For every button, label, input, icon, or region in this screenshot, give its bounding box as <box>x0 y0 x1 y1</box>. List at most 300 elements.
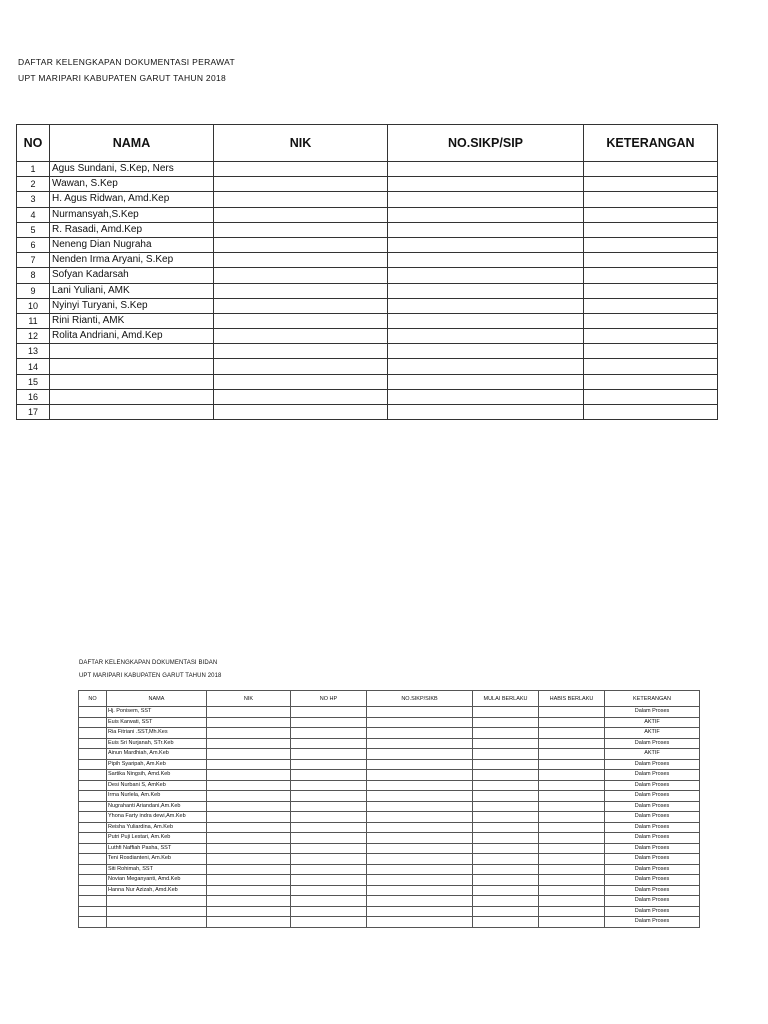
table-row <box>17 222 718 237</box>
row-nama: Hj. Ponisem, SST <box>107 707 207 718</box>
row-keterangan: Dalam Proses <box>605 801 700 812</box>
row-keterangan: Dalam Proses <box>605 770 700 781</box>
row-mulai <box>473 738 539 749</box>
row-sikp <box>367 833 473 844</box>
row-nama: Nurmansyah,S.Kep <box>50 207 214 222</box>
row-habis <box>539 801 605 812</box>
bidan-table <box>78 690 700 928</box>
row-habis <box>539 707 605 718</box>
header-keterangan: KETERANGAN <box>605 691 700 707</box>
table-row <box>79 854 700 865</box>
row-no <box>79 791 107 802</box>
row-mulai <box>473 843 539 854</box>
row-nik <box>214 192 388 207</box>
row-nohp <box>291 854 367 865</box>
row-sikp <box>367 906 473 917</box>
row-keterangan <box>584 192 718 207</box>
row-sikp <box>367 854 473 865</box>
row-keterangan: Dalam Proses <box>605 759 700 770</box>
row-nik <box>207 738 291 749</box>
row-mulai <box>473 728 539 739</box>
row-nohp <box>291 749 367 760</box>
row-habis <box>539 759 605 770</box>
header-keterangan: KETERANGAN <box>584 125 718 162</box>
row-habis <box>539 791 605 802</box>
row-nik <box>214 283 388 298</box>
row-no <box>79 759 107 770</box>
row-keterangan: Dalam Proses <box>605 791 700 802</box>
row-nohp <box>291 707 367 718</box>
row-keterangan <box>584 405 718 420</box>
row-no: 11 <box>17 313 50 328</box>
row-sikp <box>367 885 473 896</box>
row-nik <box>214 253 388 268</box>
table-row <box>79 791 700 802</box>
row-nama <box>107 896 207 907</box>
row-nama: R. Rasadi, Amd.Kep <box>50 222 214 237</box>
row-nama: Luthfi Naffiah Pasha, SST <box>107 843 207 854</box>
row-habis <box>539 854 605 865</box>
row-nik <box>207 843 291 854</box>
row-sikp <box>388 253 584 268</box>
row-nik <box>207 707 291 718</box>
row-habis <box>539 717 605 728</box>
row-sikp <box>367 759 473 770</box>
row-nohp <box>291 885 367 896</box>
row-nik <box>214 268 388 283</box>
row-habis <box>539 833 605 844</box>
row-no: 12 <box>17 329 50 344</box>
row-sikp <box>367 917 473 928</box>
row-mulai <box>473 812 539 823</box>
row-no <box>79 812 107 823</box>
row-keterangan: Dalam Proses <box>605 843 700 854</box>
row-nohp <box>291 833 367 844</box>
table-row <box>79 906 700 917</box>
row-no <box>79 885 107 896</box>
row-keterangan <box>584 313 718 328</box>
table-row <box>79 833 700 844</box>
row-nohp <box>291 812 367 823</box>
row-nik <box>214 313 388 328</box>
row-habis <box>539 885 605 896</box>
row-nama: Wawan, S.Kep <box>50 177 214 192</box>
row-nama: Nyinyi Turyani, S.Kep <box>50 298 214 313</box>
row-habis <box>539 896 605 907</box>
row-habis <box>539 749 605 760</box>
row-keterangan <box>584 283 718 298</box>
row-sikp <box>388 207 584 222</box>
row-sikp <box>388 405 584 420</box>
row-keterangan: AKTIF <box>605 728 700 739</box>
row-nama: Sartika Ningsih, Amd.Keb <box>107 770 207 781</box>
row-keterangan <box>584 268 718 283</box>
table-row <box>17 177 718 192</box>
row-nama: Reisha Yuliardina, Am.Keb <box>107 822 207 833</box>
row-no: 17 <box>17 405 50 420</box>
row-nama: Euis Karwati, SST <box>107 717 207 728</box>
row-keterangan: Dalam Proses <box>605 896 700 907</box>
doc2-title <box>79 657 222 683</box>
row-no <box>79 770 107 781</box>
row-keterangan <box>584 374 718 389</box>
table-row <box>17 329 718 344</box>
row-nohp <box>291 906 367 917</box>
row-nik <box>207 780 291 791</box>
row-keterangan <box>584 298 718 313</box>
row-keterangan <box>584 329 718 344</box>
row-no: 1 <box>17 162 50 177</box>
row-keterangan <box>584 177 718 192</box>
row-sikp <box>367 875 473 886</box>
row-no <box>79 717 107 728</box>
row-nohp <box>291 770 367 781</box>
row-nik <box>214 207 388 222</box>
row-mulai <box>473 875 539 886</box>
row-no: 7 <box>17 253 50 268</box>
table-row <box>79 759 700 770</box>
row-no <box>79 864 107 875</box>
row-keterangan: Dalam Proses <box>605 707 700 718</box>
row-sikp <box>367 864 473 875</box>
row-habis <box>539 812 605 823</box>
row-sikp <box>367 770 473 781</box>
doc1-title <box>18 54 235 86</box>
row-keterangan <box>584 389 718 404</box>
row-nik <box>207 917 291 928</box>
row-nama: Lani Yuliani, AMK <box>50 283 214 298</box>
row-nik <box>207 896 291 907</box>
row-no: 8 <box>17 268 50 283</box>
table-row <box>17 162 718 177</box>
row-sikp <box>388 222 584 237</box>
table-row <box>79 822 700 833</box>
row-nama <box>50 359 214 374</box>
doc1-title-line1: DAFTAR KELENGKAPAN DOKUMENTASI PERAWAT <box>18 57 236 67</box>
table-header-row <box>79 691 700 707</box>
row-sikp <box>367 896 473 907</box>
row-nama: Irma Nurlela, Am.Keb <box>107 791 207 802</box>
row-no: 5 <box>17 222 50 237</box>
row-keterangan: AKTIF <box>605 717 700 728</box>
row-habis <box>539 864 605 875</box>
row-mulai <box>473 759 539 770</box>
row-sikp <box>367 780 473 791</box>
row-no <box>79 738 107 749</box>
row-nik <box>214 389 388 404</box>
row-nama: Novian Meganyanti, Amd.Keb <box>107 875 207 886</box>
row-keterangan: Dalam Proses <box>605 875 700 886</box>
table-row <box>17 192 718 207</box>
row-mulai <box>473 917 539 928</box>
row-sikp <box>388 344 584 359</box>
table-row <box>17 344 718 359</box>
row-habis <box>539 843 605 854</box>
row-nik <box>207 906 291 917</box>
row-nik <box>207 854 291 865</box>
table-row <box>79 728 700 739</box>
row-mulai <box>473 885 539 896</box>
row-nohp <box>291 843 367 854</box>
header-no: NO <box>79 691 107 707</box>
row-keterangan: Dalam Proses <box>605 864 700 875</box>
row-nik <box>214 177 388 192</box>
row-nik <box>214 374 388 389</box>
row-no: 10 <box>17 298 50 313</box>
row-habis <box>539 906 605 917</box>
row-nohp <box>291 864 367 875</box>
row-nama: Yhona Farty indra dewi,Am.Keb <box>107 812 207 823</box>
row-nohp <box>291 738 367 749</box>
row-mulai <box>473 717 539 728</box>
row-nama: Nenden Irma Aryani, S.Kep <box>50 253 214 268</box>
row-keterangan <box>584 207 718 222</box>
row-nik <box>207 875 291 886</box>
row-nik <box>207 759 291 770</box>
row-nik <box>207 833 291 844</box>
row-nama: Agus Sundani, S.Kep, Ners <box>50 162 214 177</box>
row-nama: Hanna Nur Azizah, Amd.Keb <box>107 885 207 896</box>
table-row <box>79 801 700 812</box>
row-sikp <box>388 162 584 177</box>
row-nik <box>207 749 291 760</box>
table-row <box>79 864 700 875</box>
row-no: 14 <box>17 359 50 374</box>
row-nik <box>214 329 388 344</box>
row-nama: Rolita Andriani, Amd.Kep <box>50 329 214 344</box>
row-nama: Putri Puji Lestari, Am.Keb <box>107 833 207 844</box>
row-keterangan <box>584 253 718 268</box>
row-no <box>79 917 107 928</box>
row-sikp <box>367 717 473 728</box>
row-sikp <box>388 359 584 374</box>
row-nama: Sofyan Kadarsah <box>50 268 214 283</box>
row-sikp <box>388 329 584 344</box>
row-nama <box>50 344 214 359</box>
row-nama: Desi Nurbani S, AmKeb <box>107 780 207 791</box>
row-nama: Euis Sri Nurjanah, STr.Keb <box>107 738 207 749</box>
row-nik <box>214 222 388 237</box>
perawat-table <box>16 124 718 420</box>
table-row <box>79 770 700 781</box>
table-row <box>17 237 718 252</box>
row-no <box>79 749 107 760</box>
row-habis <box>539 770 605 781</box>
row-nik <box>207 791 291 802</box>
row-nohp <box>291 875 367 886</box>
row-nohp <box>291 791 367 802</box>
table-row <box>17 405 718 420</box>
row-nik <box>207 801 291 812</box>
row-no: 15 <box>17 374 50 389</box>
row-no <box>79 707 107 718</box>
row-nohp <box>291 801 367 812</box>
row-no <box>79 843 107 854</box>
header-nik: NIK <box>214 125 388 162</box>
row-nohp <box>291 917 367 928</box>
row-keterangan: Dalam Proses <box>605 885 700 896</box>
header-nohp: NO HP <box>291 691 367 707</box>
row-no: 16 <box>17 389 50 404</box>
row-mulai <box>473 833 539 844</box>
table-row <box>79 707 700 718</box>
table-row <box>17 313 718 328</box>
row-mulai <box>473 770 539 781</box>
row-nik <box>214 359 388 374</box>
row-no <box>79 906 107 917</box>
row-keterangan: Dalam Proses <box>605 833 700 844</box>
row-nik <box>207 864 291 875</box>
row-sikp <box>388 177 584 192</box>
row-nik <box>207 885 291 896</box>
row-keterangan: Dalam Proses <box>605 780 700 791</box>
row-no <box>79 854 107 865</box>
row-nohp <box>291 780 367 791</box>
row-nik <box>207 717 291 728</box>
row-mulai <box>473 791 539 802</box>
row-nama: Nugrahanti Ariandani,Am.Keb <box>107 801 207 812</box>
row-habis <box>539 875 605 886</box>
row-nik <box>214 298 388 313</box>
row-mulai <box>473 896 539 907</box>
table-row <box>79 738 700 749</box>
row-keterangan: Dalam Proses <box>605 906 700 917</box>
row-sikp <box>388 268 584 283</box>
row-nama: Ainun Mardhiah, Am.Keb <box>107 749 207 760</box>
row-sikp <box>367 791 473 802</box>
table-row <box>79 917 700 928</box>
row-keterangan <box>584 162 718 177</box>
row-sikp <box>367 843 473 854</box>
row-keterangan <box>584 344 718 359</box>
row-nik <box>214 405 388 420</box>
row-no <box>79 875 107 886</box>
table-row <box>17 207 718 222</box>
table-row <box>79 780 700 791</box>
doc2-title-line2: UPT MARIPARI KABUPATEN GARUT TAHUN 2018 <box>79 673 222 679</box>
row-nama <box>107 917 207 928</box>
table-row <box>79 875 700 886</box>
row-nama: Pipih Syaripah, Am.Keb <box>107 759 207 770</box>
header-nama: NAMA <box>107 691 207 707</box>
row-mulai <box>473 854 539 865</box>
row-no: 2 <box>17 177 50 192</box>
row-nik <box>214 344 388 359</box>
row-nohp <box>291 896 367 907</box>
row-sikp <box>388 313 584 328</box>
header-mulai: MULAI BERLAKU <box>473 691 539 707</box>
row-sikp <box>388 374 584 389</box>
header-sikp: NO.SIKP/SIKB <box>367 691 473 707</box>
row-nama <box>50 405 214 420</box>
doc2-title-line1: DAFTAR KELENGKAPAN DOKUMENTASI BIDAN <box>79 660 218 666</box>
row-no: 6 <box>17 237 50 252</box>
table-row <box>79 885 700 896</box>
row-no: 3 <box>17 192 50 207</box>
table-row <box>17 283 718 298</box>
row-habis <box>539 738 605 749</box>
row-keterangan: Dalam Proses <box>605 812 700 823</box>
row-nohp <box>291 759 367 770</box>
row-no: 4 <box>17 207 50 222</box>
row-no <box>79 833 107 844</box>
row-mulai <box>473 822 539 833</box>
row-habis <box>539 728 605 739</box>
row-sikp <box>388 389 584 404</box>
row-sikp <box>388 192 584 207</box>
row-nik <box>214 162 388 177</box>
row-mulai <box>473 801 539 812</box>
row-no: 13 <box>17 344 50 359</box>
doc1-title-line2: UPT MARIPARI KABUPATEN GARUT TAHUN 2018 <box>18 73 227 83</box>
table-row <box>79 717 700 728</box>
row-nama <box>50 374 214 389</box>
row-mulai <box>473 780 539 791</box>
row-nama: Rini Rianti, AMK <box>50 313 214 328</box>
row-sikp <box>367 822 473 833</box>
row-nohp <box>291 717 367 728</box>
row-habis <box>539 917 605 928</box>
table-row <box>17 253 718 268</box>
row-nik <box>207 728 291 739</box>
row-keterangan: AKTIF <box>605 749 700 760</box>
row-nik <box>207 770 291 781</box>
row-mulai <box>473 864 539 875</box>
row-keterangan <box>584 359 718 374</box>
row-keterangan <box>584 237 718 252</box>
row-nama: H. Agus Ridwan, Amd.Kep <box>50 192 214 207</box>
row-nama <box>50 389 214 404</box>
row-nama <box>107 906 207 917</box>
table-row <box>79 812 700 823</box>
table-header-row <box>17 125 718 162</box>
row-no <box>79 801 107 812</box>
row-nama: Teni Rosdianteni, Am.Keb <box>107 854 207 865</box>
row-mulai <box>473 906 539 917</box>
header-nik: NIK <box>207 691 291 707</box>
table-row <box>17 298 718 313</box>
table-row <box>79 896 700 907</box>
row-sikp <box>367 738 473 749</box>
row-sikp <box>367 728 473 739</box>
row-nama: Siti Rohimah, SST <box>107 864 207 875</box>
row-habis <box>539 780 605 791</box>
row-nohp <box>291 728 367 739</box>
row-keterangan: Dalam Proses <box>605 854 700 865</box>
row-nik <box>207 822 291 833</box>
row-no <box>79 728 107 739</box>
row-keterangan: Dalam Proses <box>605 917 700 928</box>
row-sikp <box>367 801 473 812</box>
table-row <box>17 268 718 283</box>
header-sikp: NO.SIKP/SIP <box>388 125 584 162</box>
row-sikp <box>367 707 473 718</box>
table-row <box>79 749 700 760</box>
row-nama: Ria Fitriani .SST,Mh.Kes <box>107 728 207 739</box>
row-nik <box>214 237 388 252</box>
table-row <box>17 389 718 404</box>
row-no <box>79 822 107 833</box>
row-sikp <box>388 298 584 313</box>
header-habis: HABIS BERLAKU <box>539 691 605 707</box>
table-row <box>17 374 718 389</box>
row-nama: Neneng Dian Nugraha <box>50 237 214 252</box>
row-nohp <box>291 822 367 833</box>
header-no: NO <box>17 125 50 162</box>
row-no <box>79 780 107 791</box>
row-no <box>79 896 107 907</box>
row-keterangan: Dalam Proses <box>605 822 700 833</box>
